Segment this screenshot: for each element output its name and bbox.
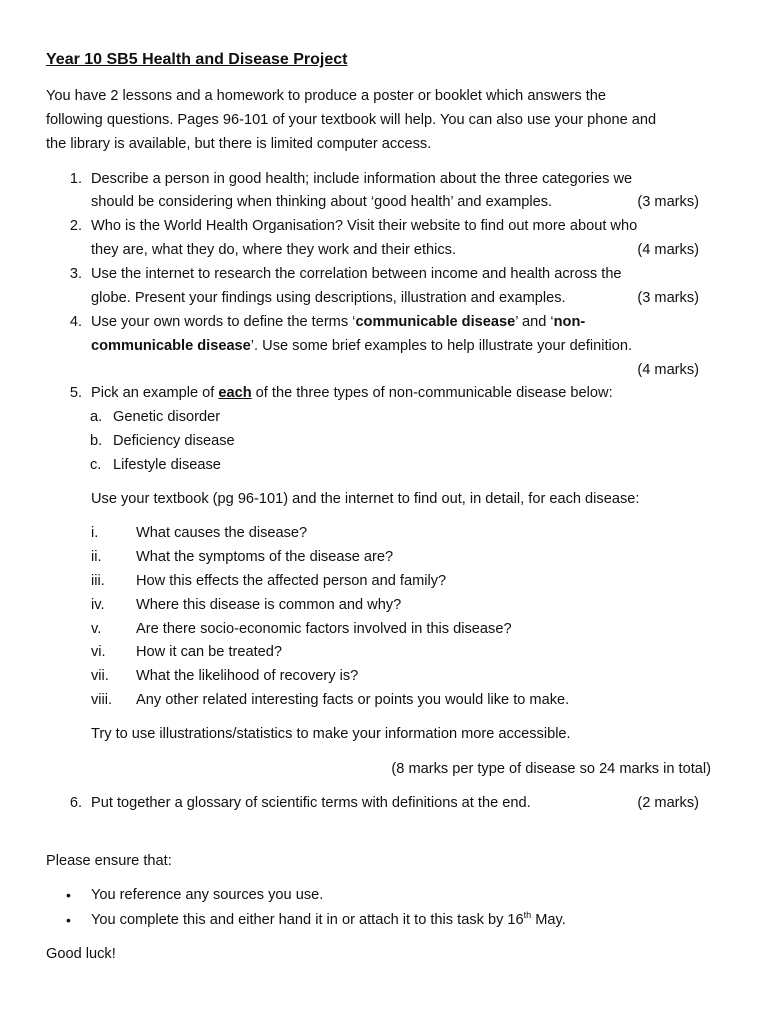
- sub-question-v-numeral: v.: [91, 621, 102, 637]
- question-4-suffix: ’. Use some brief examples to help illustrate your definition.: [250, 338, 633, 354]
- deadline-ordinal: th: [523, 910, 532, 921]
- disease-type-c-letter: c.: [90, 457, 102, 473]
- term-non-prefix: non-: [553, 314, 586, 330]
- deadline-month: May.: [531, 912, 566, 928]
- disease-type-a: Genetic disorder: [113, 409, 221, 425]
- term-communicable-disease: communicable disease: [355, 314, 516, 330]
- term-non-communicable-disease: communicable disease: [91, 338, 251, 354]
- ensure-heading: Please ensure that:: [46, 853, 172, 869]
- sign-off: Good luck!: [46, 946, 116, 962]
- sub-question-ii: What the symptoms of the disease are?: [136, 549, 394, 565]
- sub-question-vi-numeral: vi.: [91, 644, 106, 660]
- sub-question-i-numeral: i.: [91, 525, 99, 541]
- ensure-item-references: You reference any sources you use.: [91, 887, 324, 903]
- question-6-number: 6.: [69, 795, 82, 811]
- question-1-line-1: Describe a person in good health; include information about the three categories we: [91, 171, 633, 187]
- deadline-text: You complete this and either hand it in or attach it to this task by 16: [91, 912, 524, 928]
- question-5-line: [91, 383, 613, 403]
- bullet-icon: •: [66, 887, 71, 903]
- question-3-marks: (3 marks): [637, 290, 699, 306]
- sub-question-iv: Where this disease is common and why?: [136, 597, 402, 613]
- question-6-text: Put together a glossary of scientific terms with definitions at the end.: [91, 795, 531, 811]
- question-4-line-1: [91, 312, 585, 332]
- question-5-number: 5.: [69, 385, 82, 401]
- disease-type-b: Deficiency disease: [113, 433, 235, 449]
- sub-question-iii: How this effects the affected person and family?: [136, 573, 447, 589]
- question-3-number: 3.: [69, 266, 82, 282]
- question-4-number: 4.: [69, 314, 82, 330]
- disease-type-c: Lifestyle disease: [113, 457, 221, 473]
- sub-question-viii: Any other related interesting facts or points you would like to make.: [136, 692, 570, 708]
- sub-question-ii-numeral: ii.: [91, 549, 102, 565]
- sub-question-vii-numeral: vii.: [91, 668, 109, 684]
- question-1-marks: (3 marks): [637, 194, 699, 210]
- disease-type-b-letter: b.: [90, 433, 103, 449]
- intro-line-3: the library is available, but there is limited computer access.: [46, 136, 432, 152]
- question-2-line-2: they are, what they do, where they work and their ethics.: [91, 242, 457, 258]
- question-4-middle: ’ and ‘: [515, 314, 554, 330]
- question-6-marks: (2 marks): [637, 795, 699, 811]
- question-2-number: 2.: [69, 218, 82, 234]
- question-3-line-1: Use the internet to research the correlation between income and health across the: [91, 266, 622, 282]
- question-3-line-2: globe. Present your findings using descriptions, illustration and examples.: [91, 290, 566, 306]
- sub-question-iii-numeral: iii.: [91, 573, 105, 589]
- question-2-line-1: Who is the World Health Organisation? Visit their website to find out more about who: [91, 218, 638, 234]
- question-1-line-2: should be considering when thinking about ‘good health’ and examples.: [91, 194, 553, 210]
- emphasis-each: each: [218, 385, 252, 401]
- question-1-number: 1.: [69, 171, 82, 187]
- page-title: Year 10 SB5 Health and Disease Project: [46, 51, 348, 68]
- question-5-suffix: of the three types of non-communicable disease below:: [251, 385, 613, 401]
- sub-question-i: What causes the disease?: [136, 525, 308, 541]
- bullet-icon: •: [66, 912, 71, 928]
- question-5-prefix: Pick an example of: [91, 385, 219, 401]
- question-4-marks: (4 marks): [637, 362, 699, 378]
- intro-line-2: following questions. Pages 96-101 of your textbook will help. You can also use your phone and: [46, 112, 657, 128]
- ensure-item-deadline: [91, 910, 566, 930]
- question-4-prefix: Use your own words to define the terms ‘: [91, 314, 356, 330]
- sub-question-vii: What the likelihood of recovery is?: [136, 668, 359, 684]
- disease-type-a-letter: a.: [90, 409, 103, 425]
- question-4-line-2: [91, 336, 632, 356]
- sub-question-viii-numeral: viii.: [91, 692, 113, 708]
- sub-question-vi: How it can be treated?: [136, 644, 283, 660]
- question-2-marks: (4 marks): [637, 242, 699, 258]
- sub-question-iv-numeral: iv.: [91, 597, 105, 613]
- research-intro: Use your textbook (pg 96-101) and the internet to find out, in detail, for each disease:: [91, 491, 640, 507]
- illustrations-note: Try to use illustrations/statistics to make your information more accessible.: [91, 726, 571, 742]
- sub-question-v: Are there socio-economic factors involved in this disease?: [136, 621, 512, 637]
- question-5-marks: (8 marks per type of disease so 24 marks in total): [391, 761, 711, 777]
- intro-line-1: You have 2 lessons and a homework to produce a poster or booklet which answers the: [46, 88, 607, 104]
